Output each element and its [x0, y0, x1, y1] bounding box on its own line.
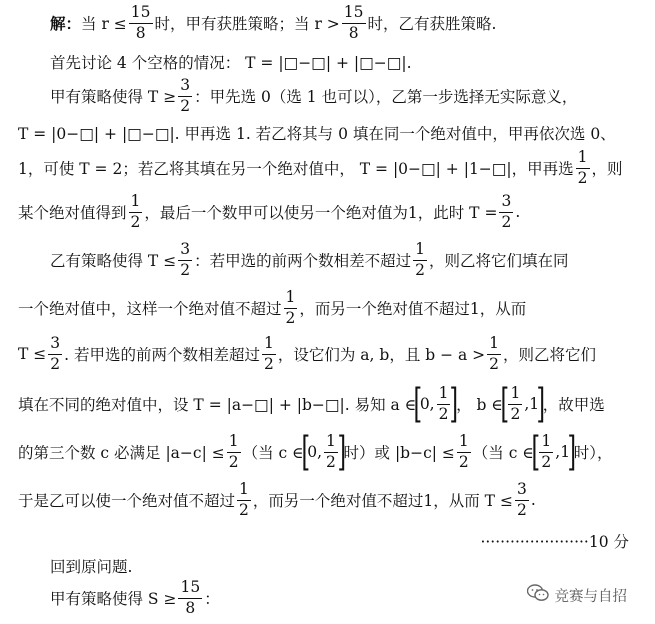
fraction: $\frac{1}{2}$ — [438, 384, 449, 423]
fraction: $\frac{1}{2}$ — [541, 432, 552, 471]
line-4: T = |0−□| + |□−□|. 甲再选 1. 若乙将其与 0 填在同一个绝对值中，甲再依次选 0、 — [18, 125, 616, 143]
line-6: 某个绝对值得到 $\frac{1}{2}$ ，最后一个数甲可以使另一个绝对值为1，此时 T = $\frac{3}{2}$ . — [18, 192, 521, 231]
line-5: 1，可使 T = 2；若乙将其填在另一个绝对值中， T = |0−□| + |1−□|，甲再选 $\frac{1}{2}$ ，则 — [18, 148, 623, 187]
fraction: $\frac{1}{2}$ — [264, 334, 274, 373]
fraction: $\frac{1}{2}$ — [228, 432, 239, 471]
left-bracket: [ — [301, 429, 310, 475]
left-bracket: [ — [500, 381, 509, 427]
fraction: $\frac{1}{2}$ — [239, 480, 249, 519]
fraction: $\frac{3}{2}$ — [516, 480, 527, 519]
watermark — [527, 584, 628, 606]
fraction: $\frac{3}{2}$ — [180, 240, 191, 279]
line-10: 填在不同的绝对值中，设 T = |a−□| + |b−□|. 易知 a ∈ [ 0, $\frac{1}{2}$ ] ， b ∈ [ $\frac{1}{2}$ ,1 ] ，故甲选 — [18, 381, 605, 427]
fraction: $\frac{1}{2}$ — [130, 192, 141, 231]
line-11: 的第三个数 c 必满足 |a−c| ≤ $\frac{1}{2}$ （当 c ∈ [ 0, $\frac{1}{2}$ ] 时）或 |b−c| ≤ $\frac{1}{2}$ （当 c ∈ [ $\frac{1}{2}$ ,1 ] 时）， — [18, 429, 613, 475]
line-9: T ≤ $\frac{3}{2}$ . 若甲选的前两个数相差超过 $\frac{1}{2}$ ，设它们为 a, b，且 b − a > $\frac{1}{2}$ ，则乙将它们 — [18, 334, 597, 373]
line-2: 首先讨论 4 个空格的情况： T = |□−□| + |□−□|. — [50, 54, 412, 72]
left-bracket: [ — [531, 429, 540, 475]
line-12: 于是乙可以使一个绝对值不超过 $\frac{1}{2}$ ，而另一个绝对值不超过1，从而 T ≤ $\frac{3}{2}$ . — [18, 480, 536, 519]
left-bracket: [ — [413, 381, 423, 427]
fraction: $\frac{1}{2}$ — [510, 384, 521, 423]
fraction: $\frac{3}{2}$ — [180, 76, 191, 115]
line-7: 乙有策略使得 T ≤ $\frac{3}{2}$ ：若甲选的前两个数相差不超过 $\frac{1}{2}$ ，则乙将它们填在同 — [50, 240, 569, 279]
solution-label: 解： — [50, 14, 82, 33]
line-1: 解： 当 r ≤ $\frac{15}{8}$ 时，甲有获胜策略；当 r > $\frac{15}{8}$ 时，乙有获胜策略. — [50, 3, 497, 42]
score-line: ······················10 分 — [480, 533, 629, 551]
fraction: $\frac{15}{8}$ — [343, 3, 364, 42]
fraction: $\frac{1}{2}$ — [577, 148, 588, 187]
watermark-text: 竞赛与自招 — [554, 588, 627, 605]
fraction: $\frac{1}{2}$ — [458, 432, 469, 471]
fraction: $\frac{1}{2}$ — [489, 334, 500, 373]
wechat-icon — [527, 584, 549, 606]
fraction: $\frac{3}{2}$ — [50, 334, 61, 373]
line-15: 甲有策略使得 S ≥ $\frac{15}{8}$ ： — [50, 578, 220, 617]
right-bracket: ] — [567, 429, 577, 475]
fraction: $\frac{1}{2}$ — [285, 288, 296, 327]
right-bracket: ] — [337, 429, 347, 475]
line-3: 甲有策略使得 T ≥ $\frac{3}{2}$ ：甲先选 0（选 1 也可以），乙第一步选择无实际意义， — [50, 76, 578, 115]
fraction: $\frac{15}{8}$ — [130, 3, 151, 42]
right-bracket: ] — [449, 381, 459, 427]
line-14: 回到原问题. — [50, 558, 133, 576]
right-bracket: ] — [536, 381, 546, 427]
fraction: $\frac{1}{2}$ — [326, 432, 336, 471]
fraction: $\frac{15}{8}$ — [180, 578, 201, 617]
fraction: $\frac{3}{2}$ — [501, 192, 512, 231]
line-8: 一个绝对值中，这样一个绝对值不超过 $\frac{1}{2}$ ，而另一个绝对值不超过1，从而 — [18, 288, 527, 327]
fraction: $\frac{1}{2}$ — [415, 240, 425, 279]
